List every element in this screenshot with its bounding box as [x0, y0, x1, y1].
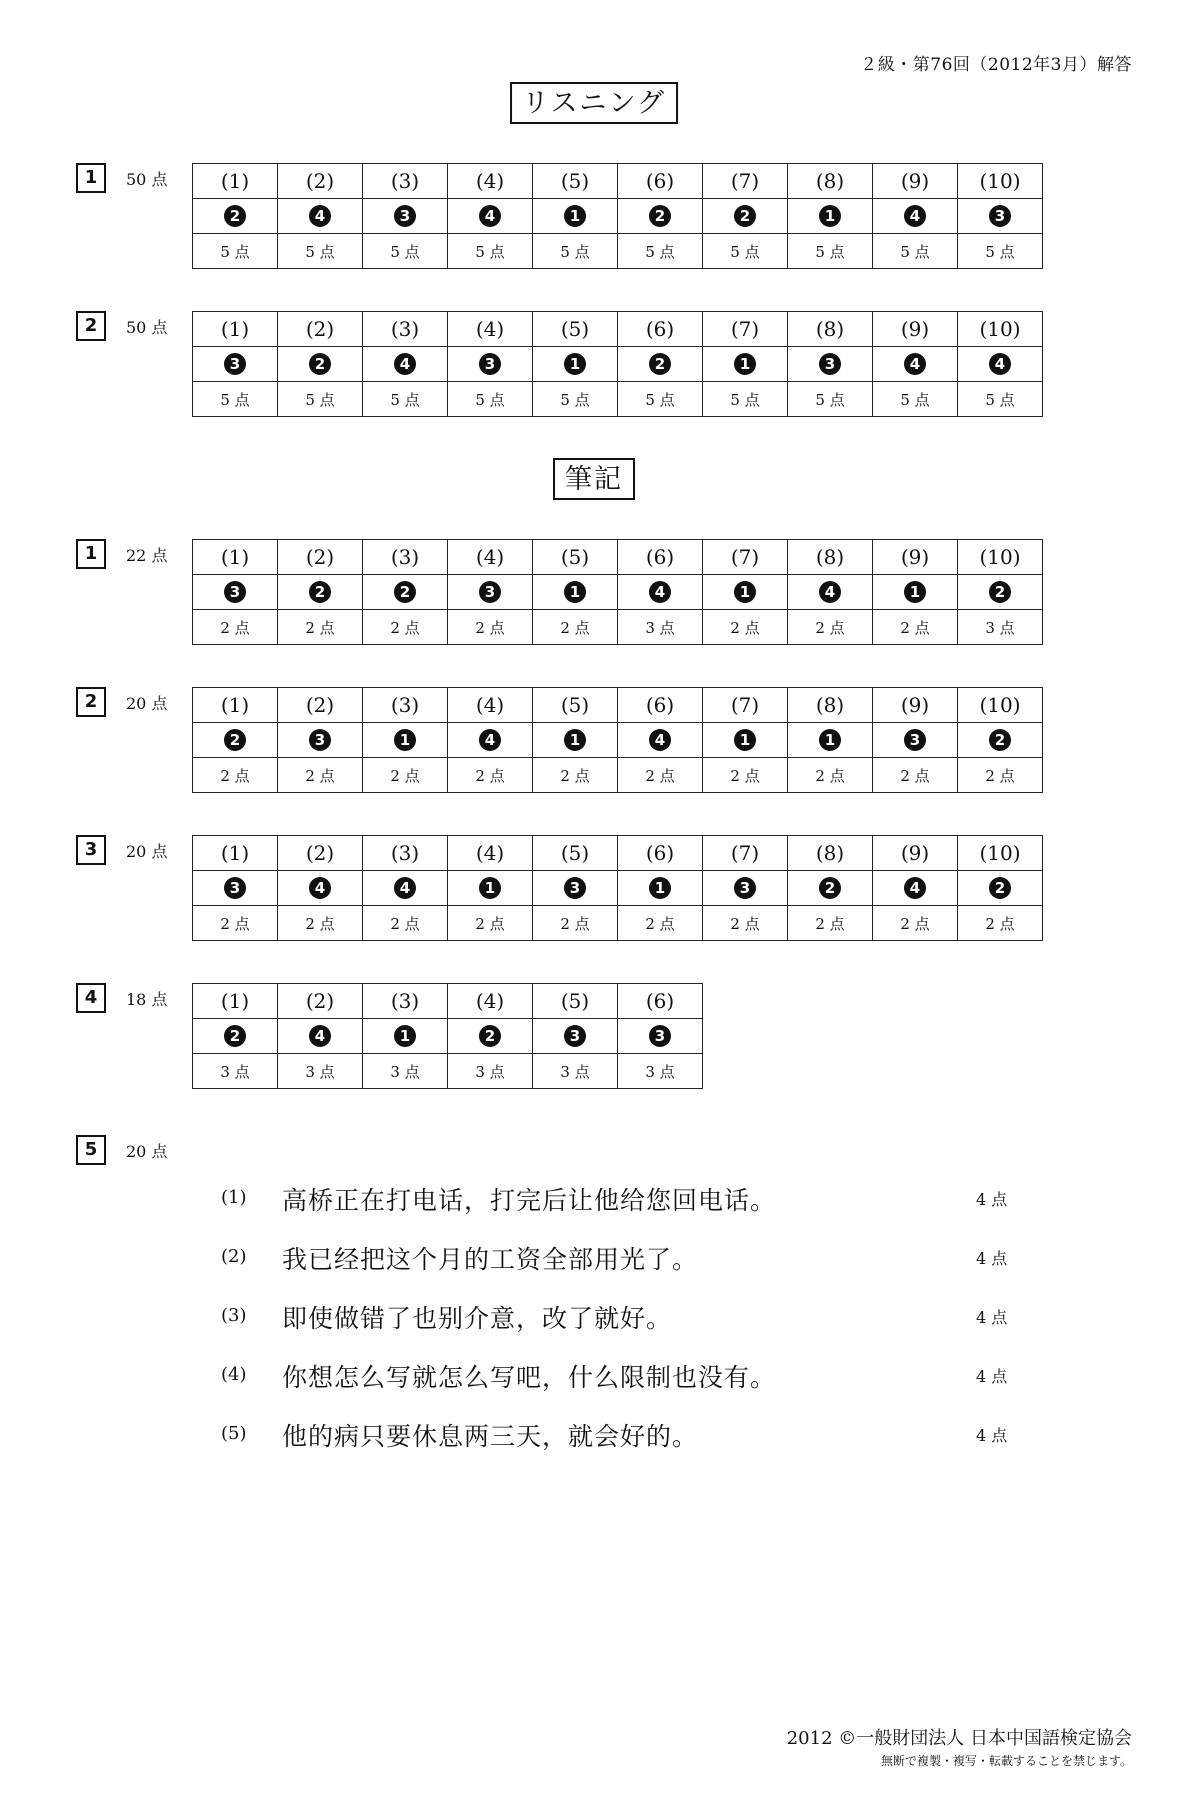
item-number-cell: (10): [958, 836, 1043, 871]
sentence-points: 4 点: [976, 1426, 1008, 1445]
answer-cell: [193, 199, 278, 234]
sentence-number: (2): [221, 1246, 247, 1267]
score-cell: 5 点: [193, 234, 278, 269]
score-cell: 5 点: [533, 234, 618, 269]
question-points: 20 点: [126, 842, 168, 861]
score-cell: 5 点: [873, 234, 958, 269]
answer-circled-number: 2: [649, 353, 671, 375]
answer-cell: [873, 347, 958, 382]
score-cell: 2 点: [448, 906, 533, 941]
score-cell: 2 点: [873, 758, 958, 793]
score-cell: 5 点: [873, 382, 958, 417]
score-cell: 3 点: [363, 1054, 448, 1089]
answer-circled-number: 4: [649, 729, 671, 751]
answer-cell: [618, 871, 703, 906]
item-number-cell: (7): [703, 164, 788, 199]
answer-cell: [278, 871, 363, 906]
sentence-number: (4): [221, 1364, 247, 1385]
question-number-box: 2: [76, 311, 106, 341]
labels-row: [193, 984, 703, 1019]
answer-cell: [873, 199, 958, 234]
answer-circled-number: 2: [649, 205, 671, 227]
score-cell: 2 点: [193, 758, 278, 793]
score-cell: 5 点: [958, 382, 1043, 417]
score-cell: 3 点: [533, 1054, 618, 1089]
answer-cell: [703, 347, 788, 382]
item-number-cell: (9): [873, 540, 958, 575]
answer-circled-number: 4: [394, 353, 416, 375]
sentence-text: 高桥正在打电话，打完后让他给您回电话。: [282, 1186, 777, 1215]
listening-section-title: リスニング: [510, 82, 678, 124]
item-number-cell: (4): [448, 164, 533, 199]
score-cell: 2 点: [363, 610, 448, 645]
score-cell: 3 点: [448, 1054, 533, 1089]
answer-sentence-row: [76, 1238, 1076, 1278]
sentence-points: 4 点: [976, 1249, 1008, 1268]
answer-cell: [958, 575, 1043, 610]
question-points: 22 点: [126, 546, 168, 565]
answer-cell: [703, 199, 788, 234]
score-cell: 5 点: [703, 382, 788, 417]
item-number-cell: (10): [958, 312, 1043, 347]
sentence-points: 4 点: [976, 1308, 1008, 1327]
score-cell: 2 点: [618, 906, 703, 941]
labels-row: [193, 688, 1043, 723]
item-number-cell: (7): [703, 540, 788, 575]
answer-sentence-row: [76, 1356, 1076, 1396]
answer-sentence-row: [76, 1415, 1076, 1455]
answer-circled-number: 1: [564, 581, 586, 603]
answers-row: [193, 199, 1043, 234]
answer-circled-number: 3: [819, 353, 841, 375]
answer-circled-number: 1: [394, 729, 416, 751]
score-cell: 2 点: [788, 758, 873, 793]
item-number-cell: (3): [363, 688, 448, 723]
answer-circled-number: 3: [649, 1025, 671, 1047]
question-number-box: 2: [76, 687, 106, 717]
answer-circled-number: 2: [309, 581, 331, 603]
answer-circled-number: 3: [989, 205, 1011, 227]
answer-circled-number: 1: [904, 581, 926, 603]
answer-cell: [618, 575, 703, 610]
answer-cell: [788, 723, 873, 758]
answer-circled-number: 1: [649, 877, 671, 899]
answer-circled-number: 1: [819, 205, 841, 227]
score-cell: 2 点: [873, 610, 958, 645]
score-cell: 3 点: [618, 1054, 703, 1089]
item-number-cell: (3): [363, 540, 448, 575]
labels-row: [193, 164, 1043, 199]
item-number-cell: (1): [193, 688, 278, 723]
written-section-title: 筆記: [553, 458, 635, 500]
answer-circled-number: 4: [904, 877, 926, 899]
score-cell: 5 点: [278, 234, 363, 269]
answers-row: [193, 723, 1043, 758]
answer-circled-number: 2: [394, 581, 416, 603]
answers-row: [193, 871, 1043, 906]
score-cell: 3 点: [193, 1054, 278, 1089]
answer-cell: [618, 347, 703, 382]
answer-cell: [278, 347, 363, 382]
answer-cell: [533, 347, 618, 382]
score-cell: 5 点: [533, 382, 618, 417]
item-number-cell: (6): [618, 836, 703, 871]
question-points: 20 点: [126, 1142, 168, 1161]
answer-cell: [448, 871, 533, 906]
item-number-cell: (10): [958, 540, 1043, 575]
sentence-text: 即使做错了也别介意，改了就好。: [282, 1304, 673, 1333]
answer-cell: [958, 723, 1043, 758]
answer-circled-number: 3: [564, 1025, 586, 1047]
answer-circled-number: 1: [394, 1025, 416, 1047]
score-cell: 5 点: [788, 234, 873, 269]
answer-circled-number: 2: [989, 581, 1011, 603]
answer-circled-number: 4: [904, 205, 926, 227]
answer-circled-number: 2: [734, 205, 756, 227]
answer-circled-number: 3: [224, 581, 246, 603]
item-number-cell: (9): [873, 164, 958, 199]
sentence-number: (1): [221, 1187, 247, 1208]
answer-cell: [873, 871, 958, 906]
answer-cell: [788, 347, 873, 382]
answer-cell: [448, 575, 533, 610]
score-cell: 2 点: [363, 906, 448, 941]
item-number-cell: (3): [363, 984, 448, 1019]
scores-row: [193, 758, 1043, 793]
item-number-cell: (5): [533, 312, 618, 347]
item-number-cell: (4): [448, 984, 533, 1019]
score-cell: 2 点: [193, 610, 278, 645]
answer-cell: [448, 1019, 533, 1054]
score-cell: 5 点: [703, 234, 788, 269]
answer-circled-number: 3: [734, 877, 756, 899]
answer-cell: [788, 575, 873, 610]
answer-circled-number: 3: [479, 353, 501, 375]
item-number-cell: (5): [533, 688, 618, 723]
score-cell: 2 点: [958, 758, 1043, 793]
question-points: 18 点: [126, 990, 168, 1009]
answer-circled-number: 1: [734, 581, 756, 603]
item-number-cell: (4): [448, 688, 533, 723]
answer-circled-number: 2: [819, 877, 841, 899]
sentence-number: (3): [221, 1305, 247, 1326]
item-number-cell: (8): [788, 688, 873, 723]
answer-cell: [958, 347, 1043, 382]
scores-row: [193, 234, 1043, 269]
answer-circled-number: 4: [309, 877, 331, 899]
question-points: 20 点: [126, 694, 168, 713]
exam-header-note: ２級・第76回（2012年3月）解答: [860, 55, 1132, 75]
sentence-number: (5): [221, 1423, 247, 1444]
sentence-text: 我已经把这个月的工资全部用光了。: [282, 1245, 699, 1274]
answer-circled-number: 3: [394, 205, 416, 227]
question-number-box: 3: [76, 835, 106, 865]
answer-circled-number: 1: [479, 877, 501, 899]
answer-cell: [618, 1019, 703, 1054]
answer-cell: [278, 575, 363, 610]
answer-circled-number: 2: [479, 1025, 501, 1047]
score-cell: 5 点: [363, 382, 448, 417]
answer-cell: [788, 199, 873, 234]
answer-circled-number: 1: [819, 729, 841, 751]
item-number-cell: (4): [448, 540, 533, 575]
score-cell: 2 点: [618, 758, 703, 793]
answer-cell: [533, 723, 618, 758]
answer-cell: [363, 871, 448, 906]
score-cell: 3 点: [958, 610, 1043, 645]
answer-circled-number: 3: [564, 877, 586, 899]
answer-cell: [703, 575, 788, 610]
item-number-cell: (3): [363, 836, 448, 871]
answer-circled-number: 4: [989, 353, 1011, 375]
answer-cell: [703, 871, 788, 906]
item-number-cell: (3): [363, 164, 448, 199]
answer-circled-number: 4: [309, 1025, 331, 1047]
answer-circled-number: 4: [649, 581, 671, 603]
score-cell: 5 点: [618, 382, 703, 417]
answer-cell: [193, 1019, 278, 1054]
answer-circled-number: 4: [394, 877, 416, 899]
answer-cell: [363, 1019, 448, 1054]
answer-cell: [873, 723, 958, 758]
score-cell: 2 点: [533, 610, 618, 645]
answer-cell: [448, 199, 533, 234]
item-number-cell: (6): [618, 540, 703, 575]
answer-cell: [533, 871, 618, 906]
answer-cell: [278, 723, 363, 758]
item-number-cell: (2): [278, 540, 363, 575]
score-cell: 2 点: [873, 906, 958, 941]
question-points: 50 点: [126, 318, 168, 337]
answer-grid: [192, 835, 1043, 941]
item-number-cell: (10): [958, 688, 1043, 723]
answer-cell: [363, 723, 448, 758]
answer-cell: [448, 347, 533, 382]
answer-circled-number: 2: [989, 877, 1011, 899]
score-cell: 3 点: [278, 1054, 363, 1089]
item-number-cell: (8): [788, 540, 873, 575]
item-number-cell: (8): [788, 836, 873, 871]
question-number-box: 5: [76, 1135, 106, 1165]
scores-row: [193, 382, 1043, 417]
answer-cell: [533, 1019, 618, 1054]
answer-circled-number: 3: [904, 729, 926, 751]
item-number-cell: (1): [193, 540, 278, 575]
sentence-text: 他的病只要休息两三天，就会好的。: [282, 1422, 699, 1451]
item-number-cell: (7): [703, 688, 788, 723]
answer-sentence-row: [76, 1297, 1076, 1337]
question-points: 50 点: [126, 170, 168, 189]
score-cell: 2 点: [703, 610, 788, 645]
item-number-cell: (3): [363, 312, 448, 347]
answer-grid: [192, 983, 703, 1089]
scores-row: [193, 1054, 703, 1089]
answer-sentence-row: [76, 1179, 1076, 1219]
answers-row: [193, 575, 1043, 610]
score-cell: 2 点: [533, 758, 618, 793]
item-number-cell: (4): [448, 312, 533, 347]
answer-circled-number: 4: [309, 205, 331, 227]
item-number-cell: (4): [448, 836, 533, 871]
answer-grid: [192, 163, 1043, 269]
item-number-cell: (6): [618, 984, 703, 1019]
item-number-cell: (1): [193, 836, 278, 871]
labels-row: [193, 836, 1043, 871]
scores-row: [193, 610, 1043, 645]
score-cell: 5 点: [618, 234, 703, 269]
item-number-cell: (6): [618, 312, 703, 347]
item-number-cell: (6): [618, 688, 703, 723]
item-number-cell: (2): [278, 984, 363, 1019]
answer-circled-number: 2: [989, 729, 1011, 751]
score-cell: 3 点: [618, 610, 703, 645]
answers-row: [193, 1019, 703, 1054]
answer-cell: [363, 575, 448, 610]
answer-circled-number: 1: [564, 205, 586, 227]
item-number-cell: (9): [873, 688, 958, 723]
answer-circled-number: 3: [309, 729, 331, 751]
item-number-cell: (2): [278, 836, 363, 871]
answer-cell: [873, 575, 958, 610]
score-cell: 2 点: [703, 906, 788, 941]
item-number-cell: (9): [873, 312, 958, 347]
item-number-cell: (5): [533, 540, 618, 575]
question-number-box: 4: [76, 983, 106, 1013]
answer-circled-number: 2: [309, 353, 331, 375]
answer-cell: [278, 1019, 363, 1054]
score-cell: 5 点: [448, 382, 533, 417]
answer-circled-number: 1: [734, 729, 756, 751]
answer-circled-number: 2: [224, 1025, 246, 1047]
footer-notice: 無断で複製・複写・転載することを禁じます。: [880, 1754, 1132, 1768]
item-number-cell: (5): [533, 984, 618, 1019]
sentence-points: 4 点: [976, 1190, 1008, 1209]
item-number-cell: (8): [788, 164, 873, 199]
score-cell: 2 点: [193, 906, 278, 941]
item-number-cell: (2): [278, 688, 363, 723]
answer-cell: [533, 199, 618, 234]
answer-circled-number: 4: [479, 729, 501, 751]
score-cell: 5 点: [363, 234, 448, 269]
score-cell: 2 点: [278, 906, 363, 941]
scores-row: [193, 906, 1043, 941]
labels-row: [193, 540, 1043, 575]
item-number-cell: (5): [533, 836, 618, 871]
answer-circled-number: 1: [564, 729, 586, 751]
score-cell: 2 点: [533, 906, 618, 941]
score-cell: 5 点: [278, 382, 363, 417]
answer-grid: [192, 687, 1043, 793]
item-number-cell: (1): [193, 984, 278, 1019]
score-cell: 2 点: [788, 610, 873, 645]
item-number-cell: (2): [278, 164, 363, 199]
answer-circled-number: 2: [224, 205, 246, 227]
score-cell: 2 点: [278, 610, 363, 645]
answer-circled-number: 1: [734, 353, 756, 375]
score-cell: 2 点: [278, 758, 363, 793]
answer-cell: [448, 723, 533, 758]
answer-cell: [363, 199, 448, 234]
answer-circled-number: 2: [224, 729, 246, 751]
score-cell: 2 点: [448, 610, 533, 645]
score-cell: 5 点: [448, 234, 533, 269]
item-number-cell: (10): [958, 164, 1043, 199]
score-cell: 2 点: [703, 758, 788, 793]
answer-cell: [618, 723, 703, 758]
answer-grid: [192, 539, 1043, 645]
answers-row: [193, 347, 1043, 382]
answer-cell: [618, 199, 703, 234]
answer-circled-number: 1: [564, 353, 586, 375]
answer-grid: [192, 311, 1043, 417]
answer-cell: [533, 575, 618, 610]
answer-circled-number: 4: [819, 581, 841, 603]
answer-cell: [703, 723, 788, 758]
score-cell: 2 点: [363, 758, 448, 793]
sentence-text: 你想怎么写就怎么写吧，什么限制也没有。: [282, 1363, 777, 1392]
score-cell: 2 点: [788, 906, 873, 941]
score-cell: 5 点: [788, 382, 873, 417]
item-number-cell: (7): [703, 836, 788, 871]
item-number-cell: (7): [703, 312, 788, 347]
sentence-points: 4 点: [976, 1367, 1008, 1386]
answer-circled-number: 3: [224, 353, 246, 375]
item-number-cell: (8): [788, 312, 873, 347]
score-cell: 2 点: [448, 758, 533, 793]
answer-circled-number: 3: [479, 581, 501, 603]
score-cell: 5 点: [958, 234, 1043, 269]
score-cell: 2 点: [958, 906, 1043, 941]
footer-copyright: 2012 ©一般財団法人 日本中国語検定協会: [786, 1728, 1132, 1749]
item-number-cell: (2): [278, 312, 363, 347]
answer-cell: [958, 199, 1043, 234]
item-number-cell: (1): [193, 312, 278, 347]
answer-cell: [193, 871, 278, 906]
item-number-cell: (9): [873, 836, 958, 871]
answer-circled-number: 3: [224, 877, 246, 899]
item-number-cell: (6): [618, 164, 703, 199]
item-number-cell: (5): [533, 164, 618, 199]
answer-cell: [788, 871, 873, 906]
answer-cell: [363, 347, 448, 382]
answer-circled-number: 4: [479, 205, 501, 227]
item-number-cell: (1): [193, 164, 278, 199]
question-number-box: 1: [76, 163, 106, 193]
answer-circled-number: 4: [904, 353, 926, 375]
answer-cell: [193, 575, 278, 610]
answer-cell: [278, 199, 363, 234]
score-cell: 5 点: [193, 382, 278, 417]
answer-cell: [193, 723, 278, 758]
answer-cell: [958, 871, 1043, 906]
answer-cell: [193, 347, 278, 382]
question-number-box: 1: [76, 539, 106, 569]
labels-row: [193, 312, 1043, 347]
